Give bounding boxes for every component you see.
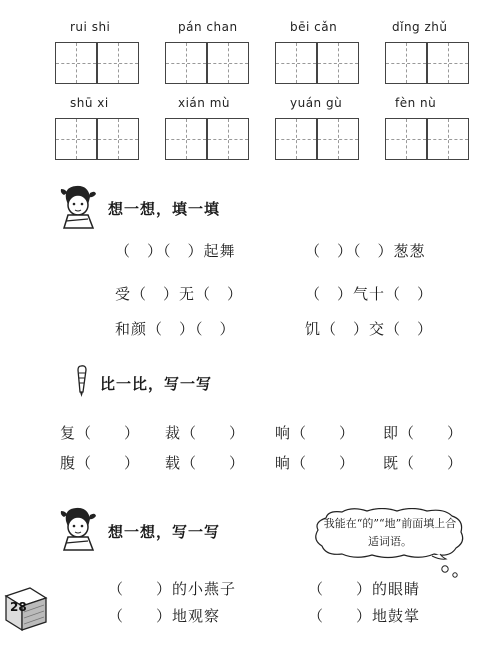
writing-grid-cell[interactable]: [317, 42, 359, 84]
phrase-blank-line: （ ）的小燕子: [108, 580, 237, 598]
writing-grid-cell[interactable]: [427, 118, 469, 160]
bubble-text: 我能在“的”“地”前面填上合适词语。: [323, 517, 457, 548]
pinyin-label: pán chan: [178, 20, 238, 34]
writing-grid-cell[interactable]: [207, 42, 249, 84]
idiom-blank-line: 受（ ）无（ ）: [115, 285, 244, 303]
pinyin-label: yuán gù: [290, 96, 343, 110]
compare-char-line: 即（ ）: [383, 424, 464, 442]
pencil-icon: [72, 364, 92, 398]
pinyin-label: bēi cǎn: [290, 20, 338, 34]
idiom-blank-line: （ ）（ ）起舞: [115, 242, 236, 260]
section-heading: 想一想，填一填: [108, 200, 221, 218]
writing-grid-cell[interactable]: [165, 42, 207, 84]
writing-grid-cell[interactable]: [97, 118, 139, 160]
writing-grid-cell[interactable]: [55, 42, 97, 84]
phrase-blank-line: （ ）的眼睛: [308, 580, 421, 598]
compare-char-line: 既（ ）: [383, 454, 464, 472]
compare-char-line: 复（ ）: [60, 424, 141, 442]
writing-grid-cell[interactable]: [275, 42, 317, 84]
idiom-blank-line: 和颜（ ）（ ）: [115, 320, 236, 338]
phrase-blank-line: （ ）地观察: [108, 607, 221, 625]
idiom-blank-line: （ ）气十（ ）: [305, 285, 434, 303]
thought-bubble-tail-icon: [440, 565, 462, 579]
writing-grid-cell[interactable]: [275, 118, 317, 160]
compare-char-line: 晌（ ）: [275, 454, 356, 472]
phrase-blank-line: （ ）地鼓掌: [308, 607, 421, 625]
compare-char-line: 响（ ）: [275, 424, 356, 442]
pinyin-label: rui shi: [70, 20, 111, 34]
pinyin-label: fèn nù: [395, 96, 437, 110]
pinyin-label: shū xi: [70, 96, 109, 110]
writing-grid-cell[interactable]: [317, 118, 359, 160]
writing-grid-cell[interactable]: [427, 42, 469, 84]
thinking-girl-icon: [58, 505, 100, 551]
writing-grid-cell[interactable]: [165, 118, 207, 160]
compare-char-line: 裁（ ）: [165, 424, 246, 442]
pinyin-label: xián mù: [178, 96, 231, 110]
writing-grid-cell[interactable]: [385, 118, 427, 160]
writing-grid-cell[interactable]: [207, 118, 249, 160]
idiom-blank-line: （ ）（ ）葱葱: [305, 242, 426, 260]
pinyin-label: dǐng zhǔ: [392, 20, 448, 34]
section-heading: 比一比，写一写: [100, 375, 213, 393]
idiom-blank-line: 饥（ ）交（ ）: [305, 320, 434, 338]
compare-char-line: 载（ ）: [165, 454, 246, 472]
writing-grid-cell[interactable]: [385, 42, 427, 84]
section-heading: 想一想，写一写: [108, 523, 221, 541]
page-number: 28: [10, 600, 27, 614]
compare-char-line: 腹（ ）: [60, 454, 141, 472]
writing-grid-cell[interactable]: [55, 118, 97, 160]
thinking-girl-icon: [58, 183, 100, 229]
writing-grid-cell[interactable]: [97, 42, 139, 84]
